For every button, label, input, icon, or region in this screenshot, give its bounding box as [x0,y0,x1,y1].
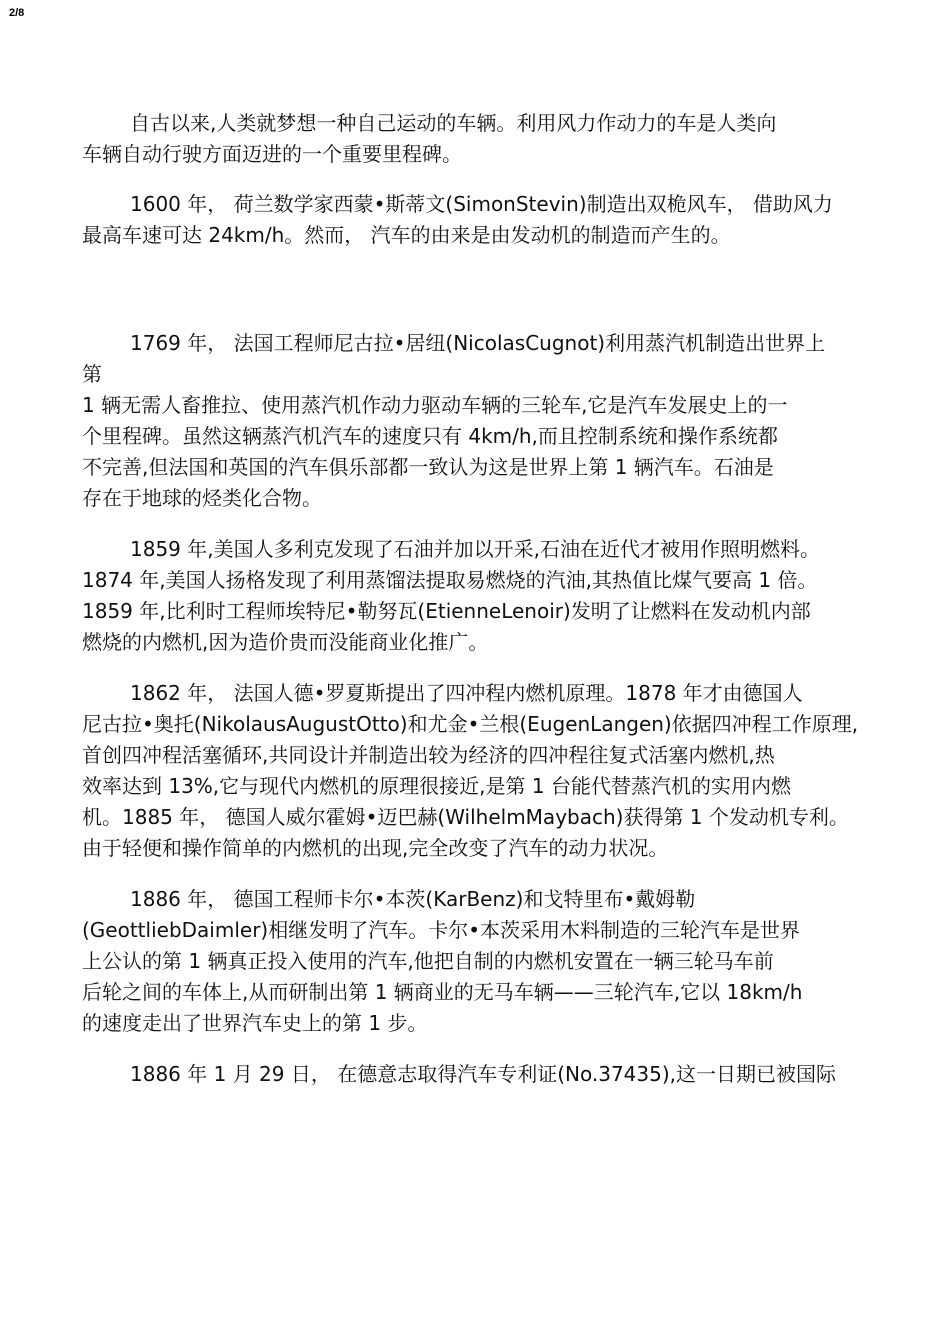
text-line: 个里程碑。虽然这辆蒸汽机汽车的速度只有 4km/h,而且控制系统和操作系统都 [82,424,778,448]
text-line: 燃烧的内燃机,因为造价贵而没能商业化推广。 [82,630,489,654]
text-line: 1886 年， 德国工程师卡尔•本茨(KarBenz)和戈特里布•戴姆勒 [130,887,696,911]
text-line: 1874 年,美国人扬格发现了利用蒸馏法提取易燃烧的汽油,其热值比煤气要高 1 倍。 [82,568,818,592]
page-number: 2/8 [9,7,25,19]
paragraph-1769-cugnot [82,328,882,514]
text-line: 不完善,但法国和英国的汽车俱乐部都一致认为这是世界上第 1 辆汽车。石油是 [82,455,774,479]
text-line: 1769 年， 法国工程师尼古拉•居纽(NicolasCugnot)利用蒸汽机制造出世界上 [130,331,826,355]
text-line: 机。1885 年， 德国人威尔霍姆•迈巴赫(WilhelmMaybach)获得第 1 个发动机专利。 [82,805,849,829]
text-line: 1600 年， 荷兰数学家西蒙•斯蒂文(SimonStevin)制造出双桅风车， 借助风力 [130,192,833,216]
paragraph-1886-patent [82,1059,882,1090]
text-line: 的速度走出了世界汽车史上的第 1 步。 [82,1011,428,1035]
text-line: 效率达到 13%,它与现代内燃机的原理很接近,是第 1 台能代替蒸汽机的实用内燃 [82,774,791,798]
text-line: 首创四冲程活塞循环,共同设计并制造出较为经济的四冲程往复式活塞内燃机,热 [82,743,775,767]
text-line: 由于轻便和操作简单的内燃机的出现,完全改变了汽车的动力状况。 [82,836,669,860]
text-line: 1886 年 1 月 29 日， 在德意志取得汽车专利证(No.37435),这一日期已被国际 [130,1062,837,1086]
text-line: 自古以来,人类就梦想一种自己运动的车辆。利用风力作动力的车是人类向 [130,111,777,135]
text-line: 1859 年,美国人多利克发现了石油并加以开采,石油在近代才被用作照明燃料。 [130,537,820,561]
text-line: 1862 年， 法国人德•罗夏斯提出了四冲程内燃机原理。1878 年才由德国人 [130,681,803,705]
paragraph-1886-benz-daimler [82,884,882,1039]
text-line: 最高车速可达 24km/h。然而， 汽车的由来是由发动机的制造而产生的。 [82,223,731,247]
document-body [82,108,882,1090]
text-line: 后轮之间的车体上,从而研制出第 1 辆商业的无马车辆——三轮汽车,它以 18km/h [82,980,803,1004]
text-line: 1859 年,比利时工程师埃特尼•勒努瓦(EtienneLenoir)发明了让燃料在发动机内部 [82,599,811,623]
paragraph-1600-stevin [82,189,882,251]
paragraph-1859-oil [82,534,882,658]
text-line: 第 [82,362,102,386]
text-line: 尼古拉•奥托(NikolausAugustOtto)和尤金•兰根(EugenLangen)依据四冲程工作原理, [82,712,859,736]
text-line: 上公认的第 1 辆真正投入使用的汽车,他把自制的内燃机安置在一辆三轮马车前 [82,949,774,973]
paragraph-1862-four-stroke [82,678,882,864]
text-line: (GeottliebDaimler)相继发明了汽车。卡尔•本茨采用木料制造的三轮汽车是世界 [82,918,801,942]
text-line: 1 辆无需人畜推拉、使用蒸汽机作动力驱动车辆的三轮车,它是汽车发展史上的一 [82,393,788,417]
text-line: 车辆自动行驶方面迈进的一个重要里程碑。 [82,142,462,166]
text-line: 存在于地球的烃类化合物。 [82,486,322,510]
paragraph-wind-vehicles [82,108,882,170]
